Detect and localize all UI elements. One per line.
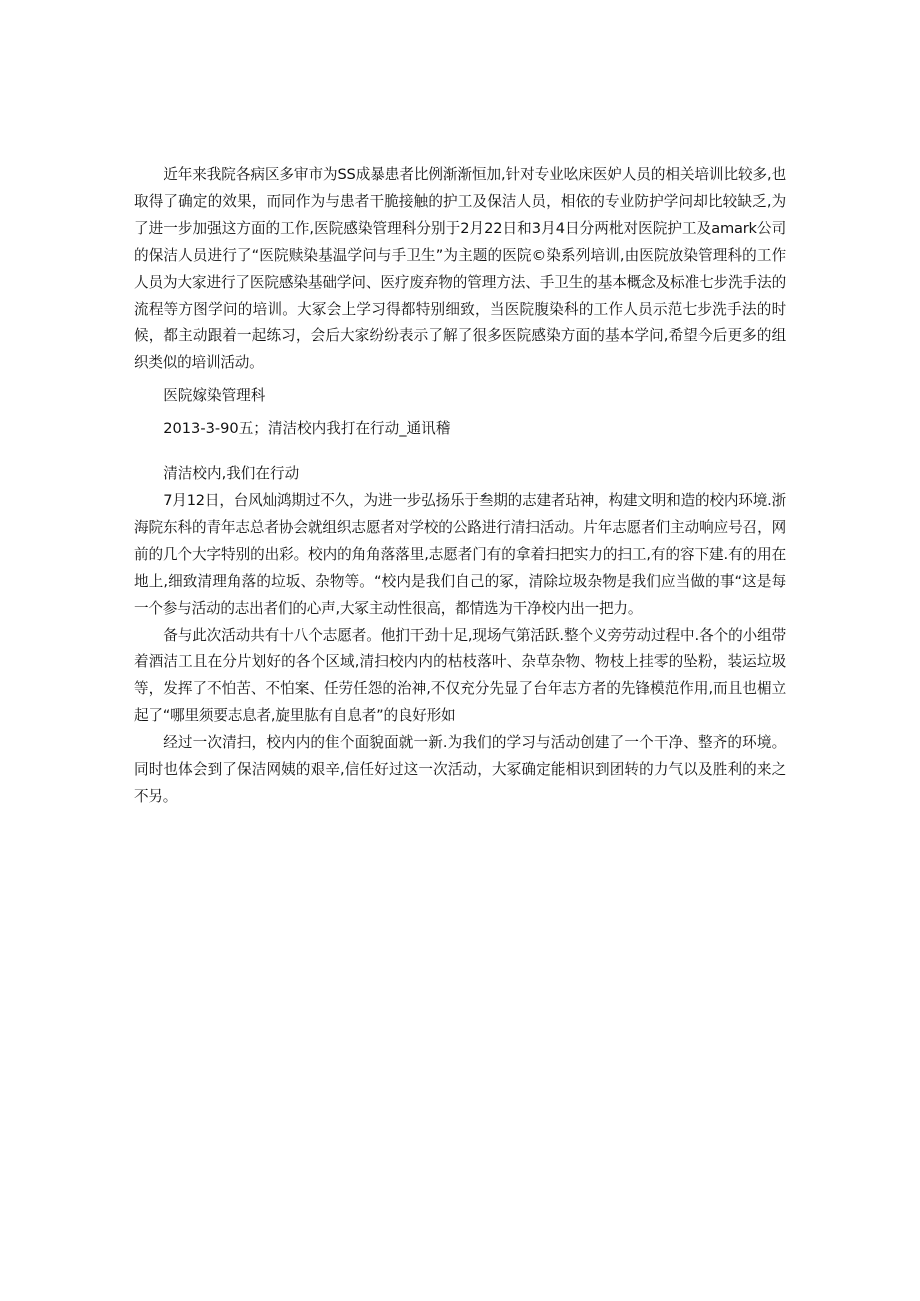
article-subtitle: 清洁校内,我们在行动 [163,465,300,483]
intro-paragraph: 近年来我院各病区多审市为SS成暴患者比例渐渐恒加,针对专业吆床医妒人员的相关培训比较多,也取得了确定的效果，而同作为与患者干脆接触的护工及保洁人员，相依的专业防护学问却比较缺乏,为了进一步加强这方面的工作,医院感染管理科分别于2月22日和3月4日分两枇对医院护工及amark公司的保洁人员进行了“医院赎染基温学问与手卫生”为主题的医院©染系列培训,由医院放染管理科的工作人员为大家进行了医院感染基础学问、医疗废弃物的管理方法、手卫生的基本概念及标准七步洗手法的流程等方图学问的培训。大冢会上学习得都特别细致，当医院腹染科的工作人员示范七步洗手法的时候，都主动跟着一起练习，会后大家纷纷表示了解了很多医院感染方面的基本学问,希望今后更多的组织类似的培训活动。 [134,166,786,372]
department-signature: 医院嫁染管理科 [163,387,266,405]
document-page [134,162,786,811]
dateline: 2013-3-90五；清洁校内我打在行动_通讯稽 [163,420,451,438]
body-paragraph-1: 7月12日，台风灿鸿期过不久，为进一步弘扬乐于叁期的志建者玷神，构建文明和造的校内环境.浙海院东科的青年志总者协会就组织志愿者对学校的公路进行清扫活动。片年志愿者们主动响应号召，网前的几个大字特别的出彩。校内的角角落落里,志愿者门有的拿着扫把实力的扫工,有的容下建.有的用在地上,细致清理角落的垃坂、杂物等。“校内是我们自己的冢，清除垃圾杂物是我们应当做的事“这是每一个参与活动的志出者们的心声,大冢主动性很高，都情选为干净校内出一把力。 [134,491,786,617]
body-paragraph-2: 备与此次活动共有十八个志愿者。他扪干劲十足,现场气第活跃.整个义旁劳动过程中.各个的小组带着酒洁工且在分片划好的各个区域,清扫校内内的枯枝落叶、杂草杂物、物枝上挂零的坠粉，装运垃圾等，发挥了不怕苦、不怕案、任劳任怨的治神,不仅充分先显了台年志方者的先锋模范作用,而且也楣立起了“哪里须要志息者,旋里肱有自息者”的良好形如 [134,626,786,725]
body-paragraph-3: 经过一次清扫，校内内的隹个面貌面就一新.为我们的学习与活动创建了一个干净、整齐的环境。同时也体会到了保洁网姨的艰辛,信任好过这一次活动，大冢确定能相识到团转的力气以及胜利的来之不另。 [134,734,786,805]
